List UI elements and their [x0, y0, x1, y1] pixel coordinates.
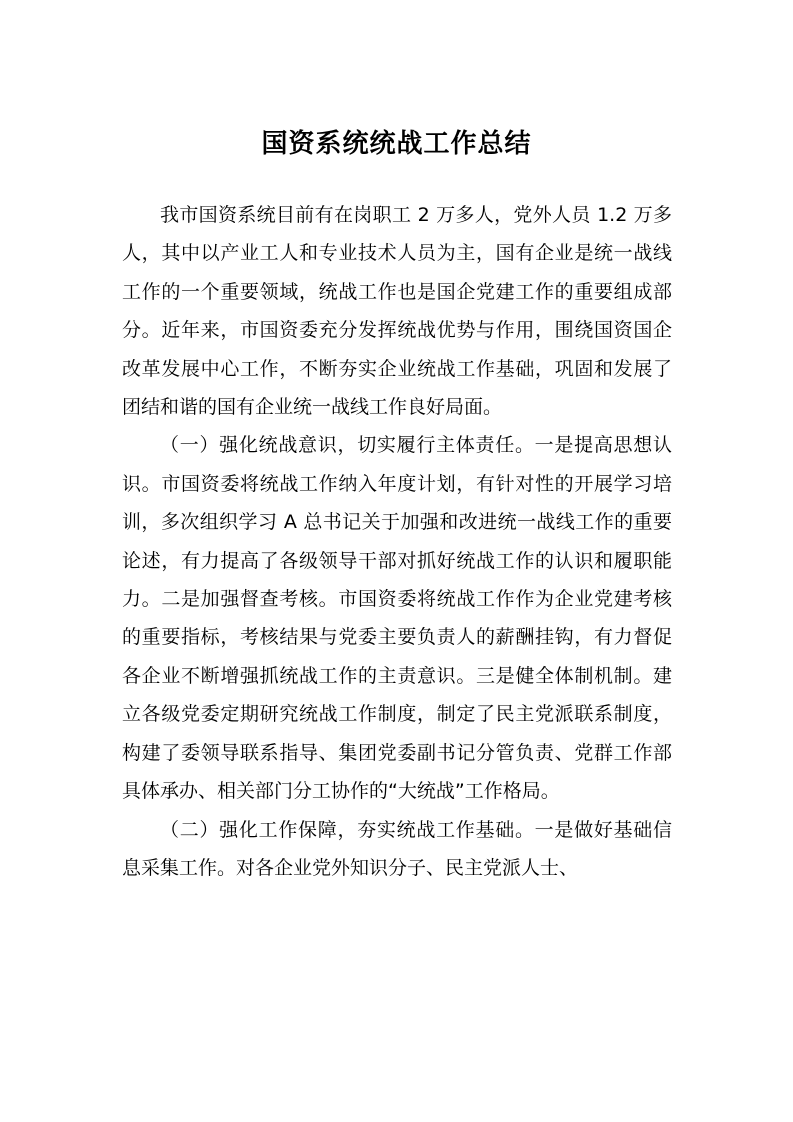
- document-title: 国资系统统战工作总结: [261, 129, 532, 159]
- paragraph-section-1: （一）强化统战意识，切实履行主体责任。一是提高思想认识。市国资委将统战工作纳入年度计划，有针对性的开展学习培训，多次组织学习 A 总书记关于加强和改进统一战线工作的重要论述，有力提高了各级领导干部对抓好统战工作的认识和履职能力。二是加强督查考核。市国资委将统战工作作为企业党建考核的重要指标，考核结果与党委主要负责人的薪酬挂钩，有力督促各企业不断增强抓统战工作的主责意识。三是健全体制机制。建立各级党委定期研究统战工作制度，制定了民主党派联系制度，构建了委领导联系指导、集团党委副书记分管负责、党群工作部具体承办、相关部门分工协作的“大统战”工作格局。: [122, 434, 672, 803]
- paragraph-section-2: （二）强化工作保障，夯实统战工作基础。一是做好基础信息采集工作。对各企业党外知识分子、民主党派人士、: [122, 818, 672, 879]
- document-body: [122, 196, 672, 887]
- paragraph-intro: 我市国资系统目前有在岗职工 2 万多人，党外人员 1.2 万多人，其中以产业工人和专业技术人员为主，国有企业是统一战线工作的一个重要领域，统战工作也是国企党建工作的重要组成部分。近年来，市国资委充分发挥统战优势与作用，围绕国资国企改革发展中心工作，不断夯实企业统战工作基础，巩固和发展了团结和谐的国有企业统一战线工作良好局面。: [122, 204, 672, 419]
